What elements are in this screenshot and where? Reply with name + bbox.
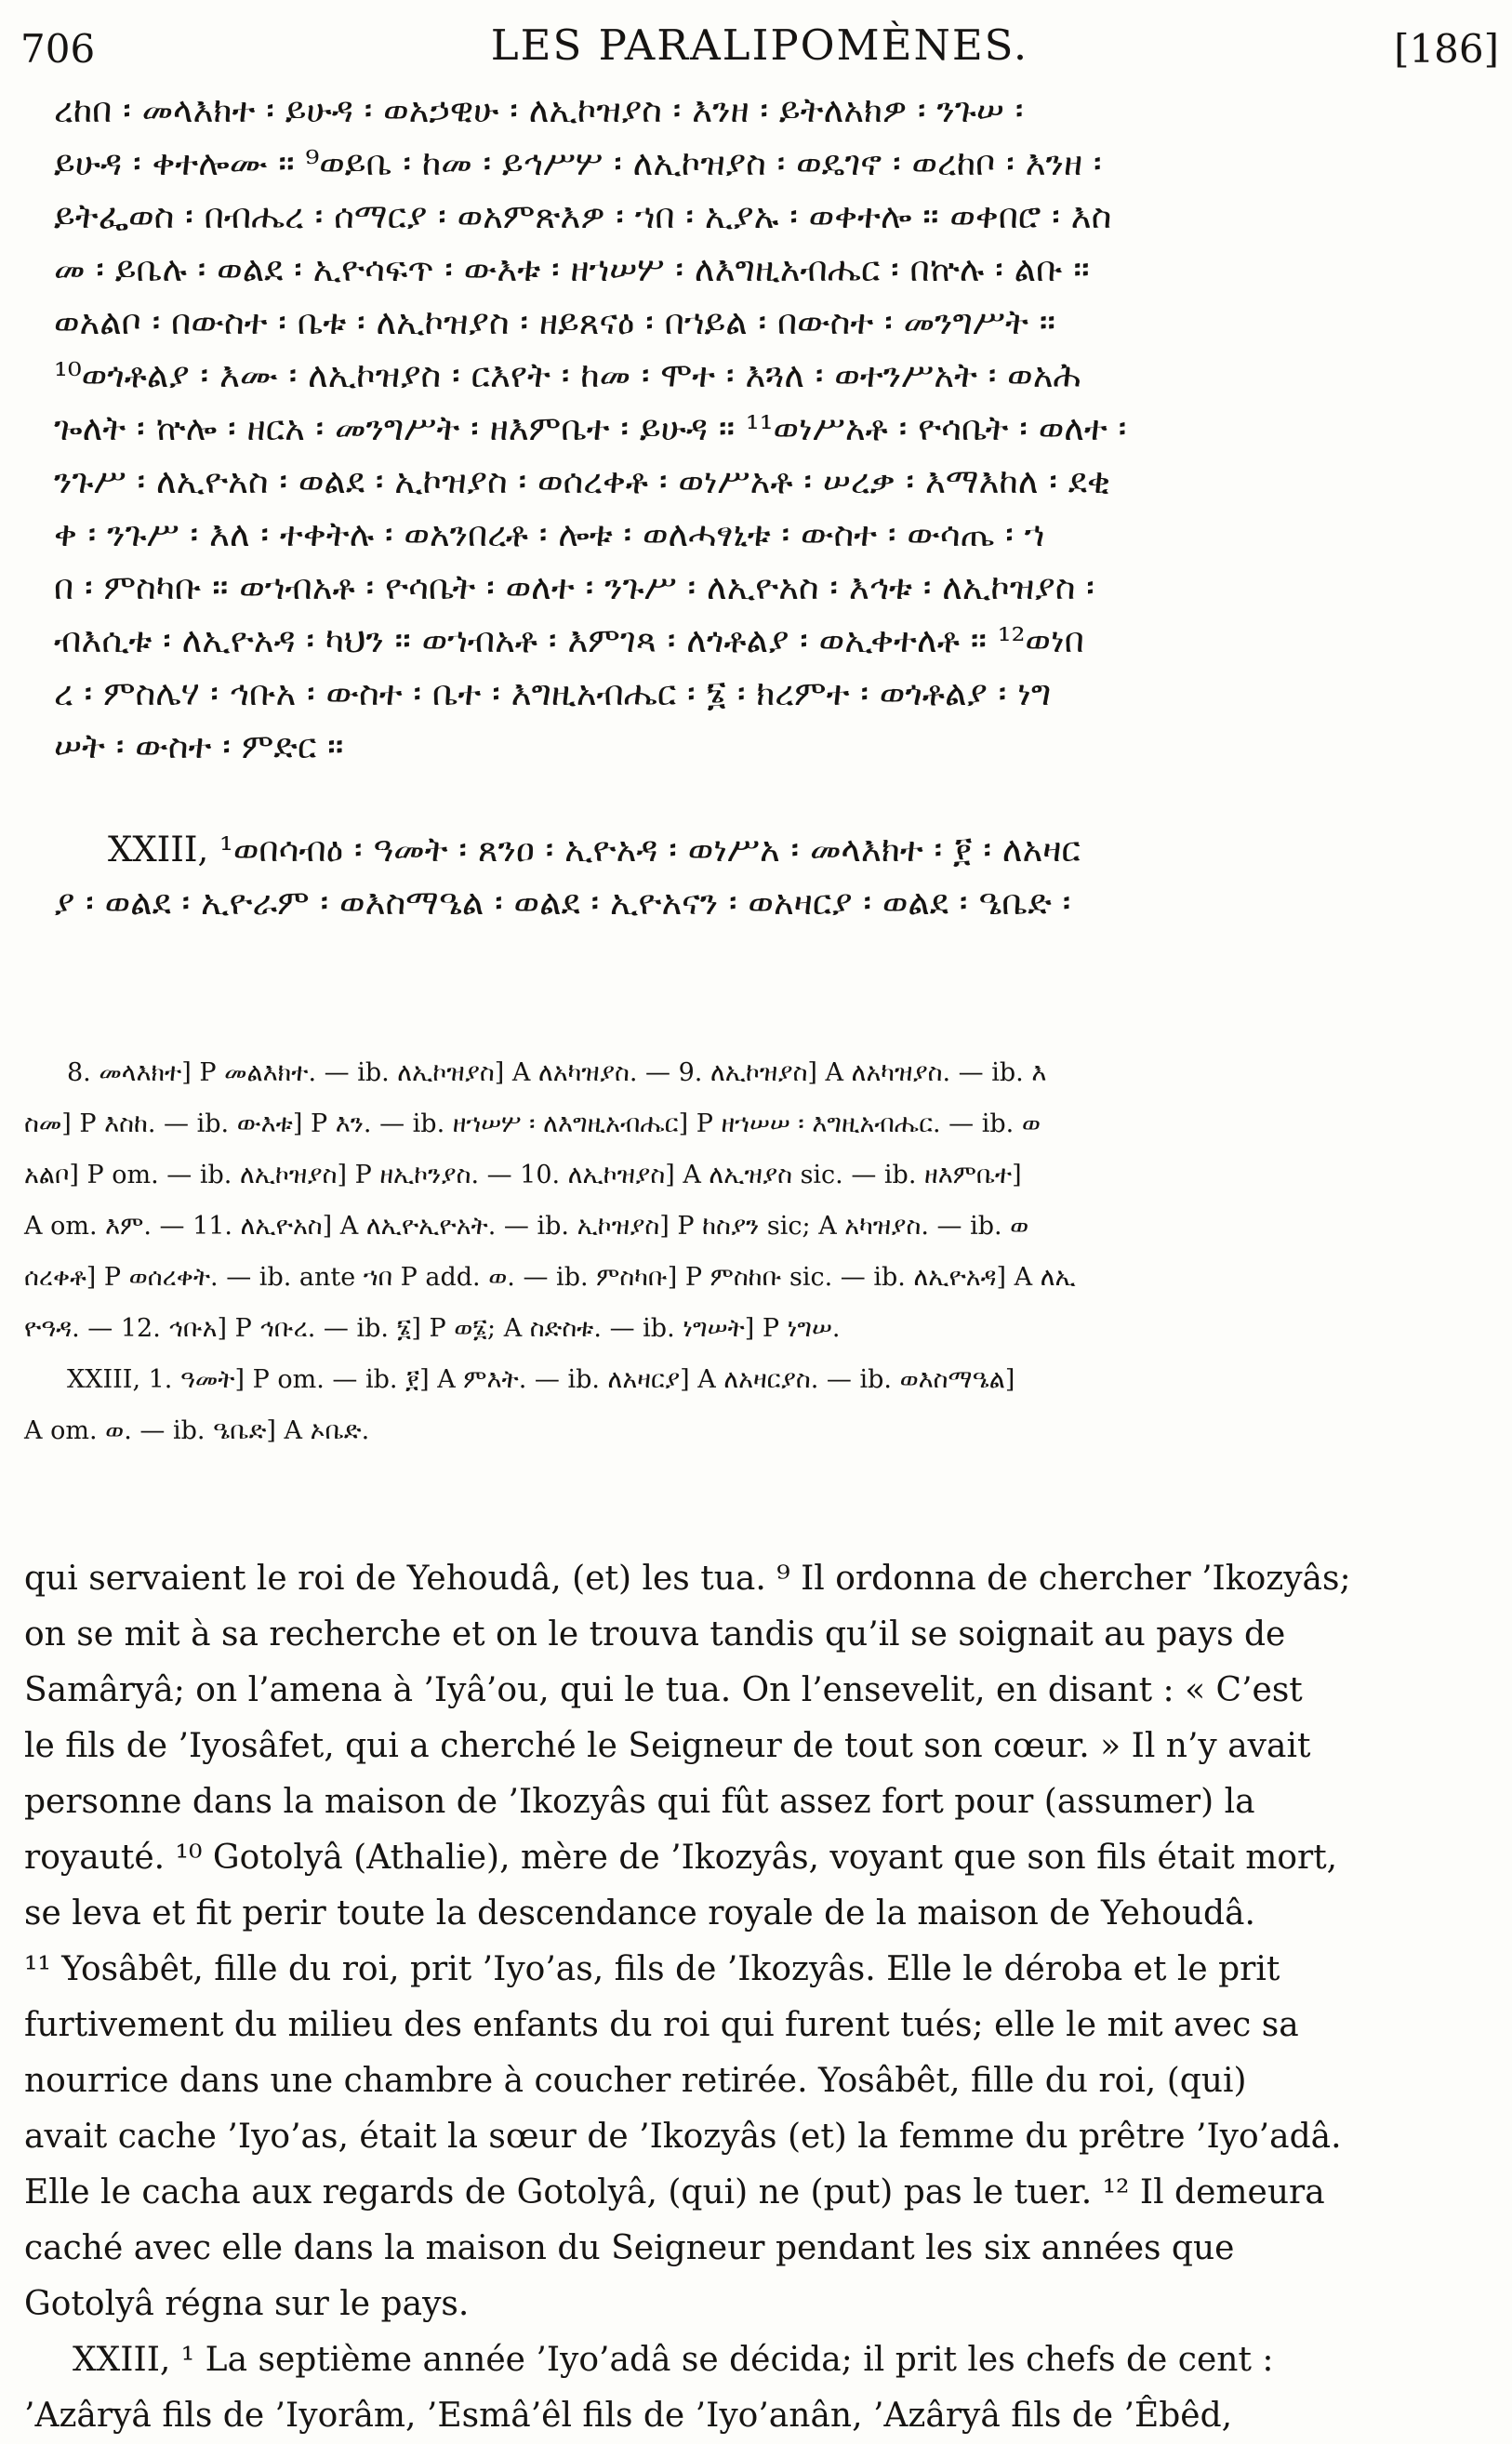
geez-line: ወአልቦ ፡ በውስተ ፡ ቤቱ ፡ ለኢኮዝያስ ፡ ዘይጸናዕ ፡ በኀይል ፡ በውስተ ፡ መንግሥት ። — [54, 302, 1055, 342]
apparatus-line: A om. ወ. — ib. ዔቤድ] A ኦቤድ. — [24, 1416, 370, 1445]
apparatus-line: ሰረቀቶ] P ወሰረቀት. — ib. ante ኀበ P add. ወ. — ib. ምስካቡ] P ምስከቡ sic. — ib. ለኢዮአዳ] A ለኢ — [24, 1263, 1076, 1292]
geez-line: ንጉሥ ፡ ለኢዮአስ ፡ ወልደ ፡ ኢኮዝያስ ፡ ወሰረቀቶ ፡ ወነሥአቶ ፡ ሠረቃ ፡ እማእከለ ፡ ደቂ — [54, 461, 1111, 501]
geez-line: ብእሲቱ ፡ ለኢዮአዳ ፡ ካህን ። ወኀብአቶ ፡ እምገጻ ፡ ለጎቶልያ ፡ ወኢቀተለቶ ። ¹²ወነበ — [54, 620, 1084, 660]
translation-line: se leva et fit perir toute la descendance royale de la maison de Yehoudâ. — [24, 1894, 1255, 1933]
translation-line: royauté. ¹⁰ Gotolyâ (Athalie), mère de ’Ikozyâs, voyant que son fils était mort, — [24, 1839, 1338, 1877]
translation-line: ¹¹ Yosâbêt, fille du roi, prit ’Iyo’as, fils de ’Ikozyâs. Elle le déroba et le prit — [24, 1950, 1280, 1988]
geez-line: ሠት ፡ ውስተ ፡ ምድር ። — [54, 726, 344, 766]
geez-line: መ ፡ ይቤሉ ፡ ወልደ ፡ ኢዮሳፍጥ ፡ ውእቱ ፡ ዘኀሠሦ ፡ ለእግዚአብሔር ፡ በኵሉ ፡ ልቡ ። — [54, 249, 1090, 289]
translation-line: caché avec elle dans la maison du Seigneur pendant les six années que — [24, 2229, 1235, 2267]
critical-apparatus-block — [24, 1047, 1497, 1456]
running-title: LES PARALIPOMÈNES. — [490, 20, 1029, 70]
geez-line: በ ፡ ምስካቡ ። ወኀብአቶ ፡ ዮሳቤት ፡ ወለተ ፡ ንጉሥ ፡ ለኢዮአስ ፡ እኅቱ ፡ ለኢኮዝያስ ፡ — [54, 567, 1094, 607]
translation-line: XXIII, ¹ La septième année ’Iyo’adâ se décida; il prit les chefs de cent : — [73, 2341, 1274, 2379]
geez-line: ያ ፡ ወልደ ፡ ኢዮራም ፡ ወእስማዔል ፡ ወልደ ፡ ኢዮአናን ፡ ወአዛርያ ፡ ወልደ ፡ ዔቤድ ፡ — [54, 883, 1071, 923]
apparatus-line: A om. እም. — 11. ለኢዮአስ] A ለኢዮኢዮአት. — ib. ኢኮዝያስ] P ከስያን sic; A አካዝያስ. — ib. ወ — [24, 1212, 1029, 1241]
geez-text-block — [54, 84, 1497, 929]
apparatus-line: አልቦ] P om. — ib. ለኢኮዝያስ] P ዘኢኮንያስ. — 10. ለኢኮዝያስ] A ለኢዝያስ sic. — ib. ዘእምቤተ] — [24, 1161, 1022, 1189]
translation-line: Elle le cacha aux regards de Gotolyâ, (qui) ne (put) pas le tuer. ¹² Il demeura — [24, 2173, 1325, 2212]
translation-line: personne dans la maison de ’Ikozyâs qui fût assez fort pour (assumer) la — [24, 1783, 1255, 1821]
translation-line: Samâryâ; on l’amena à ’Iyâ’ou, qui le tua. On l’ensevelit, en disant : « C’est — [24, 1671, 1303, 1709]
geez-line: ይትፌወስ ፡ በብሔረ ፡ ሰማርያ ፡ ወአምጽእዎ ፡ ኀበ ፡ ኢያኡ ፡ ወቀተሎ ። ወቀበሮ ፡ እስ — [54, 196, 1112, 236]
geez-line: ይሁዳ ፡ ቀተሎሙ ። ⁹ወይቤ ፡ ከመ ፡ ይኅሥሦ ፡ ለኢኮዝያስ ፡ ወዴገኖ ፡ ወረከቦ ፡ እንዘ ፡ — [54, 143, 1102, 183]
apparatus-line: 8. መላእክተ] P መልእክተ. — ib. ለኢኮዝያስ] A ለአካዝያስ. — 9. ለኢኮዝያስ] A ለአካዝያስ. — ib. እ — [67, 1058, 1047, 1087]
translation-line: furtivement du milieu des enfants du roi qui furent tués; elle le mit avec sa — [24, 2006, 1299, 2044]
geez-line: XXIII, ¹ወበሳብዕ ፡ ዓመት ፡ ጸንዐ ፡ ኢዮአዳ ፡ ወነሥአ ፡ መላእክተ ፡ ፻ ፡ ለአዛር — [108, 830, 1081, 870]
translation-line: qui servaient le roi de Yehoudâ, (et) les tua. ⁹ Il ordonna de chercher ’Ikozyâs; — [24, 1560, 1351, 1598]
translation-line: on se mit à sa recherche et on le trouva tandis qu’il se soignait au pays de — [24, 1615, 1286, 1654]
apparatus-line: ዮዓዳ. — 12. ኅቡአ] P ኅቡረ. — ib. ፮] P ወ፮; A ስድስቱ. — ib. ነግሠት] P ነግሠ. — [24, 1314, 841, 1343]
apparatus-line: ስመ] P እስከ. — ib. ውእቱ] P እን. — ib. ዘኀሠሦ ፡ ለእግዚአብሔር] P ዘኀሠሠ ፡ እግዚአብሔር. — ib. ወ — [24, 1109, 1041, 1138]
translation-line: ’Azâryâ fils de ’Iyorâm, ’Esmâ’êl fils de ’Iyo’anân, ’Azâryâ fils de ’Êbêd, — [24, 2397, 1233, 2435]
french-translation-block — [24, 1551, 1497, 2444]
translation-line: nourrice dans une chambre à coucher retirée. Yosâbêt, fille du roi, (qui) — [24, 2062, 1247, 2100]
translation-line: Gotolyâ régna sur le pays. — [24, 2285, 470, 2323]
translation-line: avait cache ’Iyo’as, était la sœur de ’Ikozyâs (et) la femme du prêtre ’Iyo’adâ. — [24, 2118, 1342, 2156]
geez-line: ረ ፡ ምስሌሃ ፡ ኅቡአ ፡ ውስተ ፡ ቤተ ፡ እግዚአብሔር ፡ ፮ ፡ ክረምተ ፡ ወጎቶልያ ፡ ነግ — [54, 673, 1052, 713]
page-header — [20, 20, 1499, 86]
page-number: 706 — [20, 26, 96, 72]
geez-line: ¹⁰ወጎቶልያ ፡ እሙ ፡ ለኢኮዝያስ ፡ ርእየት ፡ ከመ ፡ ሞተ ፡ እጓለ ፡ ወተንሥአት ፡ ወአሕ — [54, 355, 1081, 395]
folio-bracket-number: [186] — [1394, 26, 1499, 72]
geez-line: ቀ ፡ ንጉሥ ፡ እለ ፡ ተቀትሉ ፡ ወአንበረቶ ፡ ሎቱ ፡ ወለሓፃኒቱ ፡ ውስተ ፡ ውሳጤ ፡ ኀ — [54, 514, 1045, 554]
translation-line: le fils de ’Iyosâfet, qui a cherché le Seigneur de tout son cœur. » Il n’y avait — [24, 1727, 1311, 1765]
geez-line: ጐለት ፡ ኵሎ ፡ ዘርአ ፡ መንግሥት ፡ ዘእምቤተ ፡ ይሁዳ ። ¹¹ወነሥአቶ ፡ ዮሳቤት ፡ ወለተ ፡ — [54, 408, 1127, 448]
geez-line: ረከበ ፡ መላእክተ ፡ ይሁዳ ፡ ወአኃዊሁ ፡ ለኢኮዝያስ ፡ እንዘ ፡ ይትለአክዎ ፡ ንጉሠ ፡ — [54, 90, 1024, 130]
apparatus-line: XXIII, 1. ዓመት] P om. — ib. ፻] A ምእት. — ib. ለአዛርያ] A ለአዛርያስ. — ib. ወእስማዔል] — [67, 1365, 1015, 1394]
